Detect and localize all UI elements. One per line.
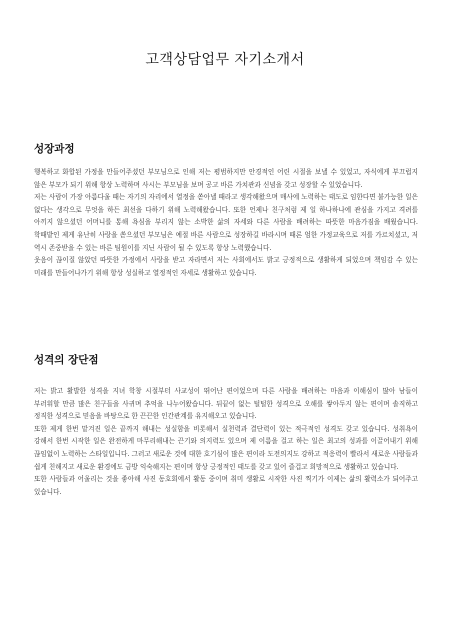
section-body-personality [34, 385, 418, 498]
paragraph: 또한 사람들과 어울리는 것을 좋아해 사진 동호회에서 활동 중이며 취미 생활로 시작한 사진 찍기가 이제는 삶의 활력소가 되어주고 있습니다. [34, 475, 418, 496]
paragraph: 저는 밝고 활발한 성격을 지녀 학창 시절부터 사교성이 뛰어난 편이었으며 다른 사람을 배려하는 마음과 이해심이 많아 남들이 부러워할 만큼 많은 친구들을 사귀며 추억을 나누어왔습니다. 뒤끝이 없는 털털한 성격으로 오해를 쌓아두지 않는 편이며 솔직하고 정직한 성격으로 믿음을 바탕으로 한 끈끈한 인간관계를 유지해오고 있습니다. [34, 387, 418, 421]
section-heading-personality: 성격의 장단점 [34, 354, 99, 366]
document-title: 고객상담업무 자기소개서 [145, 52, 305, 68]
paragraph: 저는 사람이 가장 아름다울 때는 자기의 자리에서 열정을 쏟아낼 때라고 생각해왔으며 매사에 노력하는 태도로 임한다면 불가능한 일은 없다는 생각으로 무엇을 하든 최선을 다하기 위해 노력해왔습니다. 또한 언제나 친구처럼 제 일 하나하나에 관심을 가지고 격려를 아끼지 않으셨던 어머니를 통해 욕심을 부리지 않는 소박한 삶의 자세와 다른 사람을 배려하는 따뜻한 마음가짐을 배웠습니다. 학때밭인 제게 유난히 사랑을 쏟으셨던 부모님은 예절 바른 사람으로 성장하길 바라시며 때론 엄한 가정교육으로 저를 가르치셨고, 저 역시 존중받을 수 있는 바른 팀원이를 지닌 사람이 될 수 있도록 항상 노력했습니다. [34, 193, 418, 252]
paragraph: 행복하고 화합된 가정을 만들어주셨던 부모님으로 인해 저는 평범하지만 안경적인 어린 시절을 보낼 수 있었고, 자식에게 부끄럽지 않은 부모가 되기 위해 항상 노력하며 사시는 부모님을 보며 공고 바른 가치관과 신념을 갖고 성장할 수 있었습니다. [34, 168, 418, 189]
paragraph: 웃음이 끊이질 않았던 따뜻한 가정에서 사랑을 받고 자라면서 저는 사회에서도 밝고 긍정적으로 생활하게 되었으며 책임감 수 있는 미래를 만들어나가기 위해 항상 성실하고 열정적인 자세로 생활하고 있습니다. [34, 256, 418, 277]
section-body-growth [34, 166, 418, 279]
section-heading-growth: 성장과정 [34, 143, 75, 155]
paragraph: 또한 제게 한번 맡겨진 일은 끝까지 해내는 성실함을 비롯해서 실천력과 결단력이 있는 적극적인 성격도 갖고 있습니다. 성취욕이 강해서 한번 시작한 일은 완전하게 마무리해내는 끈기와 의지력도 있으며 제 이름을 걸고 하는 일은 최고의 성과를 이끌어내기 위해 끊임없이 노력하는 스타일입니다. 그러고 새로운 것에 대한 호기심이 많은 편이라 도전의지도 강하고 적응력이 빨라서 새로운 사람들과 쉽게 친해지고 새로운 환경에도 금방 익숙해지는 편이며 항상 긍정적인 태도를 갖고 있어 즐겁고 희망적으로 생활하고 있습니다. [34, 424, 418, 471]
